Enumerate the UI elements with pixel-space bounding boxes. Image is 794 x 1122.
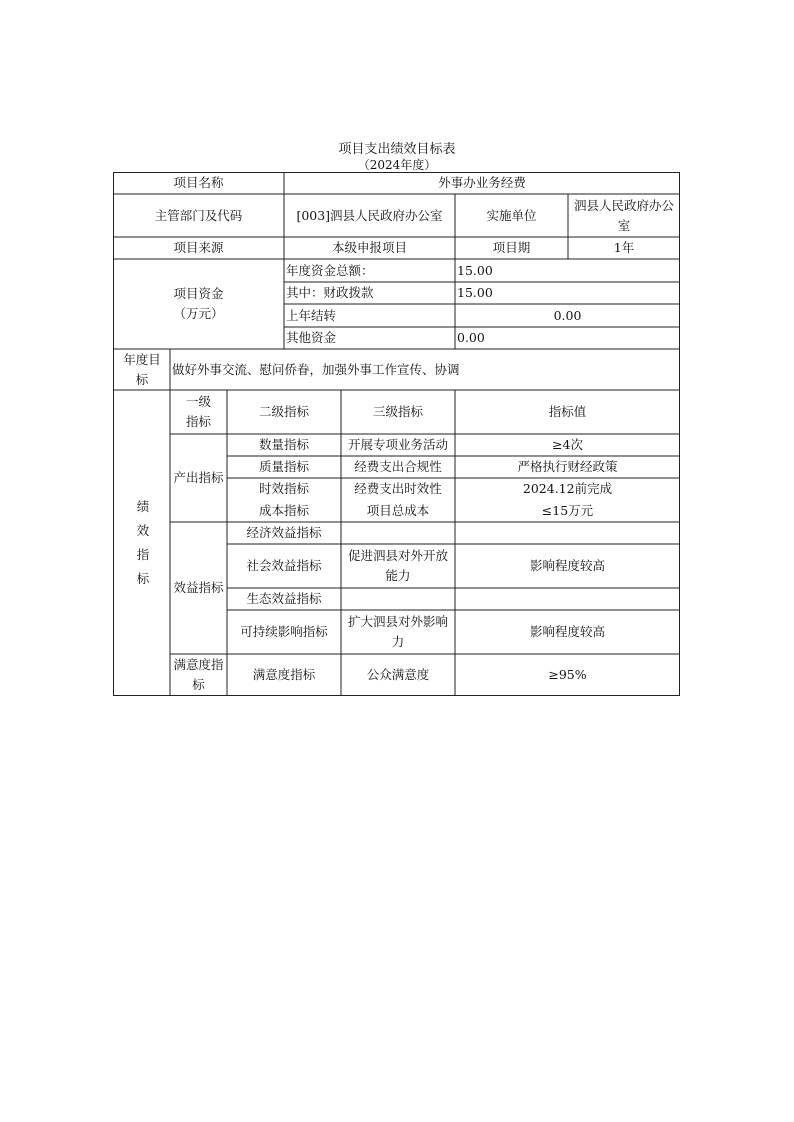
table-row: ≥4次 <box>552 437 583 452</box>
funds-label: 项目资金 <box>173 286 224 301</box>
table-row: 满意度指标 <box>252 667 316 682</box>
table-row <box>341 588 455 610</box>
table-row: 可持续影响指标 <box>240 624 328 639</box>
funds-carryover-value: 0.00 <box>553 307 582 323</box>
table-title: 项目支出绩效目标表 <box>338 142 456 157</box>
table-row: 公众满意度 <box>366 667 430 682</box>
funds-carryover-label: 上年结转 <box>286 307 337 323</box>
output-indicator-label: 产出指标 <box>173 470 224 485</box>
satisfaction-indicator-label: 满意度指标 <box>173 657 224 692</box>
header-level1: 一级指标 <box>185 394 211 429</box>
table-row: 项目总成本 <box>366 503 430 518</box>
funds-unit: （万元） <box>173 306 224 321</box>
funds-total-label: 年度资金总额： <box>286 262 374 278</box>
funds-fiscal-label: 其中：财政拨款 <box>286 285 374 300</box>
funds-other-label: 其他资金 <box>286 330 337 345</box>
table-row: 经费支出合规性 <box>354 459 442 474</box>
table-row: ≥95% <box>548 667 587 682</box>
period-value: 1年 <box>613 240 635 255</box>
impl-unit-value: 泗县人民政府办公室 <box>573 197 674 233</box>
project-name-label: 项目名称 <box>173 175 224 190</box>
annual-goal-text: 做好外事交流、慰问侨眷，加强外事工作宣传、协调 <box>172 361 460 377</box>
dept-label: 主管部门及代码 <box>154 207 243 223</box>
table-row <box>341 522 455 544</box>
table-row: 数量指标 <box>258 437 309 452</box>
header-value: 指标值 <box>548 404 587 419</box>
performance-target-table <box>113 172 680 696</box>
header-level3: 三级指标 <box>372 404 423 419</box>
funds-fiscal-value: 15.00 <box>457 285 493 300</box>
table-row: 社会效益指标 <box>246 558 322 573</box>
dept-value: [003]泗县人民政府办公室 <box>296 207 443 223</box>
project-name-value: 外事办业务经费 <box>438 175 526 190</box>
table-row: 扩大泗县对外影响力 <box>347 614 448 649</box>
funds-total-value: 15.00 <box>457 262 493 278</box>
table-row: 经费支出时效性 <box>354 481 442 496</box>
table-year: （2024年度） <box>357 158 437 172</box>
source-label: 项目来源 <box>173 240 224 255</box>
table-row: 影响程度较高 <box>529 624 605 639</box>
table-row: 质量指标 <box>258 459 309 474</box>
table-row: 2024.12前完成 <box>522 481 613 496</box>
table-row: 生态效益指标 <box>246 591 322 606</box>
table-row: 经济效益指标 <box>246 525 322 540</box>
table-row: 影响程度较高 <box>529 558 605 573</box>
table-row: 成本指标 <box>258 503 309 518</box>
funds-other-value: 0.00 <box>457 330 485 345</box>
indicator-section-label: 绩效指标 <box>136 499 150 586</box>
impl-unit-label: 实施单位 <box>486 207 537 223</box>
source-value: 本级申报项目 <box>331 240 407 255</box>
table-row: 促进泗县对外开放能力 <box>347 548 448 583</box>
table-row: ≤15万元 <box>541 503 594 518</box>
table-row: 开展专项业务活动 <box>347 437 448 452</box>
table-row <box>455 588 680 610</box>
table-row <box>455 522 680 544</box>
table-row: 时效指标 <box>258 481 309 496</box>
benefit-indicator-label: 效益指标 <box>173 580 224 595</box>
funds-label-cell <box>113 259 284 349</box>
period-label: 项目期 <box>492 240 531 255</box>
header-level2: 二级指标 <box>258 404 309 419</box>
table-row: 严格执行财经政策 <box>517 459 618 474</box>
annual-goal-label: 年度目标 <box>123 351 161 387</box>
